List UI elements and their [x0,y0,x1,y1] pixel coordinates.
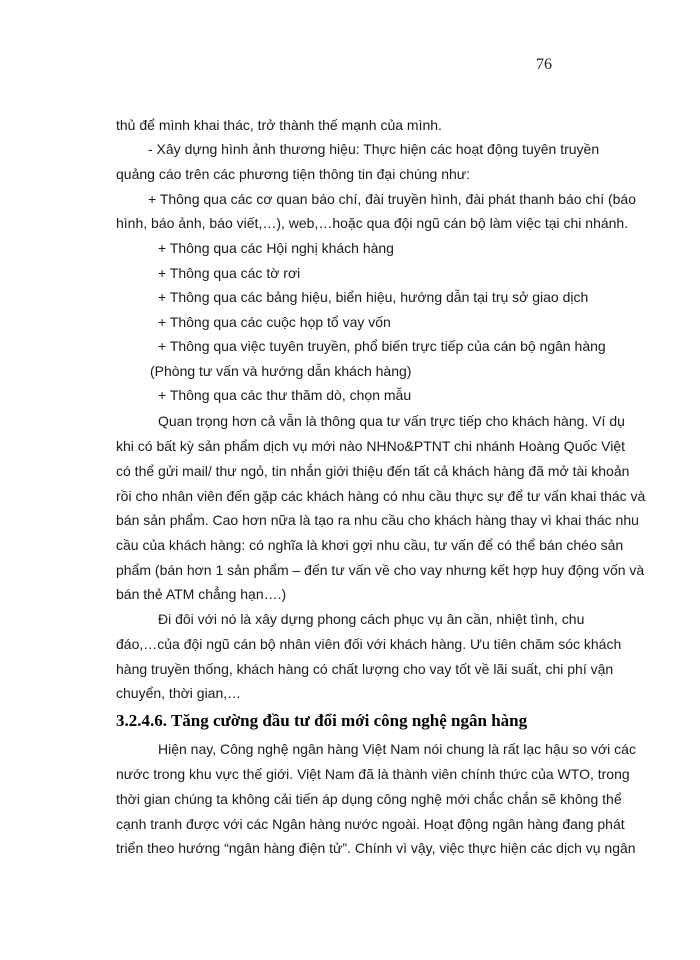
body-line: Quan trọng hơn cả vẫn là thông qua tư vấn trực tiếp cho khách hàng. Ví dụ [158,413,625,429]
page-number: 76 [536,56,552,73]
body-line: + Thông qua các thư thăm dò, chọn mẫu [158,387,412,403]
body-line: + Thông qua việc tuyên truyền, phổ biến trực tiếp của cán bộ ngân hàng [158,338,606,354]
body-line: bán thẻ ATM chẳng hạn….) [116,586,287,602]
body-line: (Phòng tư vấn và hướng dẫn khách hàng) [150,363,412,379]
section-heading: 3.2.4.6. Tăng cường đầu tư đổi mới công nghệ ngân hàng [116,711,528,730]
section-line: nước trong khu vực thế giới. Việt Nam đã là thành viên chính thức của WTO, trong [116,766,630,782]
body-line: hàng truyền thống, khách hàng có chất lượng cho vay tốt về lãi suất, chi phí vận [116,661,614,677]
body-line: chuyển, thời gian,… [116,685,242,701]
body-line: rồi cho nhân viên đến gặp các khách hàng có nhu cầu thực sự để tư vấn khai thác và [116,488,646,504]
body-line: quảng cáo trên các phương tiện thông tin đại chúng như: [116,166,471,182]
body-line: đáo,…của đội ngũ cán bộ nhân viên đối với khách hàng. Ưu tiên chăm sóc khách [116,636,622,652]
section-line: triển theo hướng “ngân hàng điện tử”. Chính vì vậy, việc thực hiện các dịch vụ ngân [116,840,636,856]
body-line: phẩm (bán hơn 1 sản phẩm – đến tư vấn về cho vay nhưng kết hợp huy động vốn và [116,562,645,578]
body-line: có thể gửi mail/ thư ngỏ, tin nhắn giới thiệu đến tất cả khách hàng đã mở tài khoản [116,463,630,479]
body-line: thủ để mình khai thác, trở thành thế mạnh của mình. [116,117,442,133]
body-line: bán sản phẩm. Cao hơn nữa là tạo ra nhu cầu cho khách hàng thay vì khai thác nhu [116,512,639,528]
body-line: + Thông qua các tờ rơi [158,265,301,281]
body-line: hình, báo ảnh, báo viết,…), web,…hoặc qua đội ngũ cán bộ làm việc tại chi nhánh. [116,215,629,231]
body-line: + Thông qua các Hội nghị khách hàng [158,240,394,256]
body-line: + Thông qua các bảng hiệu, biển hiệu, hướng dẫn tại trụ sở giao dịch [158,289,589,305]
section-line: cạnh tranh được với các Ngân hàng nước ngoài. Hoạt động ngân hàng đang phát [116,816,625,832]
body-line: cầu của khách hàng: có nghĩa là khơi gợi nhu cầu, tư vấn để có thể bán chéo sản [116,537,624,553]
body-line: Đi đôi với nó là xây dựng phong cách phục vụ ân cần, nhiệt tình, chu [158,611,585,627]
body-line: - Xây dựng hình ảnh thương hiệu: Thực hiện các hoạt động tuyên truyền [148,141,600,157]
body-line: + Thông qua các cuộc họp tổ vay vốn [158,314,391,330]
section-line: thời gian chúng ta không cải tiến áp dụng công nghệ mới chắc chắn sẽ không thể [116,791,622,807]
body-line: + Thông qua các cơ quan báo chí, đài truyền hình, đài phát thanh báo chí (báo [148,191,636,207]
body-line: khi có bất kỳ sản phẩm dịch vụ mới nào NHNo&PTNT chi nhánh Hoàng Quốc Việt [116,438,626,454]
section-line: Hiện nay, Công nghệ ngân hàng Việt Nam nói chung là rất lạc hậu so với các [158,741,636,757]
